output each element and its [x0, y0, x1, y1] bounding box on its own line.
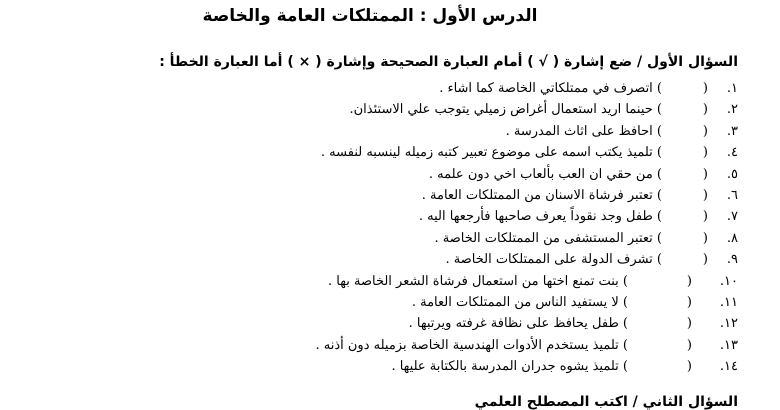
list-item — [0, 313, 780, 334]
list-item — [0, 78, 780, 99]
item-number: ٥. — [726, 166, 738, 182]
item-text: ) تلميذ يكتب اسمه على موضوع تعبير كتبه زميله لينسبه لنفسه . — [320, 145, 662, 161]
item-text: ) تعتبر المستشفى من الممتلكات الخاصة . — [434, 230, 662, 246]
item-number: ١٠. — [719, 273, 738, 289]
answer-bracket: ( — [686, 316, 692, 332]
list-item — [0, 164, 780, 185]
list-item — [0, 121, 780, 142]
item-number: ٢. — [726, 102, 738, 118]
item-number: ٩. — [726, 252, 738, 268]
answer-bracket: ( — [686, 359, 692, 375]
item-number: ٧. — [726, 209, 738, 225]
list-item — [0, 142, 780, 163]
answer-bracket: ( — [702, 209, 708, 225]
item-number: ١١. — [719, 294, 738, 310]
item-number: ٣. — [726, 123, 738, 139]
item-text: ) احافظ على اثاث المدرسة . — [505, 123, 662, 139]
item-text: ) من حقي ان العب بألعاب اخي دون علمه . — [428, 166, 662, 182]
answer-bracket: ( — [702, 145, 708, 161]
answer-bracket: ( — [702, 123, 708, 139]
item-text: ) طفل يحافظ على نظافة غرفته ويرتبها . — [408, 316, 628, 332]
item-text: ) طفل وجد نقوداً يعرف صاحبها فأرجعها اليه . — [418, 209, 662, 225]
answer-bracket: ( — [702, 187, 708, 203]
list-item — [0, 185, 780, 206]
item-number: ١٢. — [719, 316, 738, 332]
answer-bracket: ( — [702, 81, 708, 96]
list-item — [0, 206, 780, 227]
item-number: ١٣. — [719, 337, 738, 353]
answer-bracket: ( — [686, 337, 692, 353]
list-item — [0, 292, 780, 313]
item-number: ١. — [726, 81, 738, 96]
statement-list — [0, 78, 780, 377]
item-text: ) لا يستفيد الناس من الممتلكات العامة . — [411, 294, 628, 310]
item-text: ) تشرف الدولة على الممتلكات الخاصة . — [445, 252, 662, 268]
question-instruction: السؤال الأول / ضع إشارة ( √ ) أمام العبارة الصحيحة وإشارة ( × ) أما العبارة الخطأ : — [159, 54, 738, 70]
item-number: ٨. — [726, 230, 738, 246]
list-item — [0, 356, 780, 377]
answer-bracket: ( — [702, 102, 708, 118]
list-item — [0, 335, 780, 356]
lesson-title: الدرس الأول : الممتلكات العامة والخاصة — [202, 6, 538, 26]
list-item — [0, 271, 780, 292]
answer-bracket: ( — [702, 166, 708, 182]
item-text: ) تلميذ يشوه جدران المدرسة بالكتابة عليها . — [391, 359, 628, 375]
item-number: ١٤. — [719, 359, 738, 375]
answer-bracket: ( — [702, 252, 708, 268]
item-number: ٦. — [726, 187, 738, 203]
list-item — [0, 228, 780, 249]
answer-bracket: ( — [702, 230, 708, 246]
item-text: ) حينما اريد استعمال أغراض زميلي يتوجب علي الاستئذان. — [349, 102, 662, 118]
item-text: ) تعتبر فرشاة الاسنان من الممتلكات العامة . — [421, 187, 662, 203]
answer-bracket: ( — [686, 273, 692, 289]
item-text: ) بنت تمنع اختها من استعمال فرشاة الشعر الخاصة بها . — [328, 273, 628, 289]
next-question-heading: السؤال الثاني / اكتب المصطلح العلمي — [474, 394, 738, 410]
item-text: ) تلميذ يستخدم الأدوات الهندسية الخاصة بزميله دون أذنه . — [315, 337, 628, 353]
list-item — [0, 249, 780, 270]
list-item — [0, 99, 780, 120]
item-number: ٤. — [726, 145, 738, 161]
item-text: ) اتصرف في ممتلكاتي الخاصة كما اشاء . — [439, 81, 662, 96]
answer-bracket: ( — [686, 294, 692, 310]
